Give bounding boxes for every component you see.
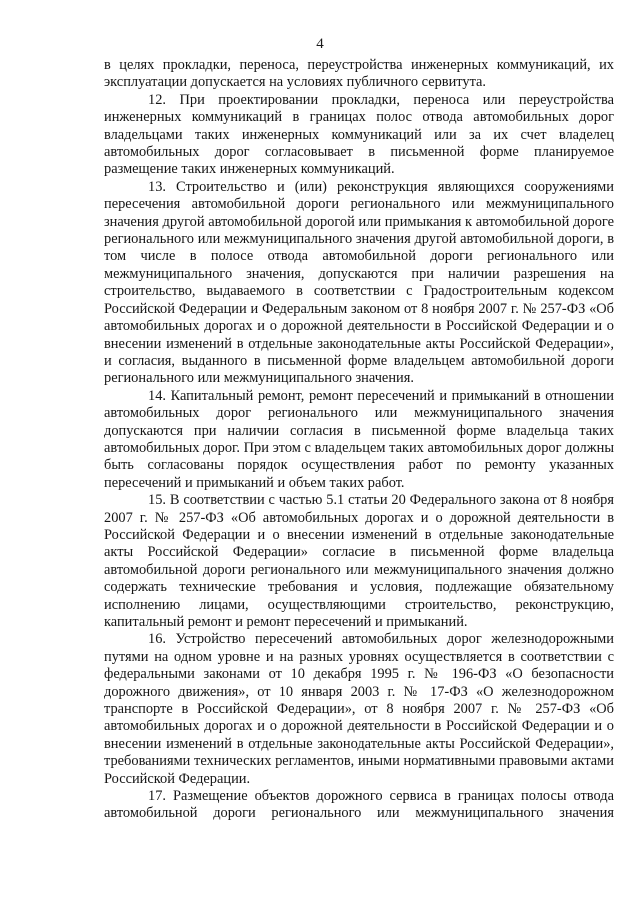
paragraph-continuation: в целях прокладки, переноса, переустройства инженерных коммуникаций, их эксплуатации допускается на условиях публичного сервитута.: [104, 57, 614, 91]
paragraph-15: 15. В соответствии с частью 5.1 статьи 20 Федерального закона от 8 ноября 2007 г. № 257-ФЗ «Об автомобильных дорогах и о дорожной деятельности в Российской Федерации и о внесении изменений в отдельные законодательные акты Российской Федерации» согласие в письменной форме владельца автомобильной дороги регионального или межмуниципального значения должно содержать технические требования и условия, подлежащие обязательному исполнению лицами, осуществляющими строительство, реконструкцию, капитальный ремонт и ремонт пересечений и примыканий.: [104, 492, 614, 630]
paragraph-14: 14. Капитальный ремонт, ремонт пересечений и примыканий в отношении автомобильных дорог регионального или межмуниципального значения допускаются при наличии согласия в письменной форме владельца таких автомобильных дорог. При этом с владельцем таких автомобильных дорог должны быть согласованы порядок осуществления работ по ремонту указанных пересечений и примыканий и объем таких работ.: [104, 387, 614, 491]
paragraph-13: 13. Строительство и (или) реконструкция являющихся сооружениями пересечения автомобильной дороги регионального или межмуниципального значения другой автомобильной дорогой или примыкания к автомобильной дороге регионального или межмуниципального значения другой автомобильной дороги, в том числе в полосе отвода автомобильной дороги регионального или межмуниципального значения, допускаются при наличии разрешения на строительство, выдаваемого в соответствии с Градостроительным кодексом Российской Федерации и Федеральным законом от 8 ноября 2007 г. № 257-ФЗ «Об автомобильных дорогах и о дорожной деятельности в Российской Федерации и о внесении изменений в отдельные законодательные акты Российской Федерации», и согласия, выданного в письменной форме владельцем автомобильной дороги регионального или межмуниципального значения.: [104, 178, 614, 387]
paragraph-17: 17. Размещение объектов дорожного сервиса в границах полосы отвода автомобильной дороги регионального или межмуниципального значения: [104, 788, 614, 822]
page-number: 4: [316, 36, 324, 52]
paragraph-16: 16. Устройство пересечений автомобильных дорог железнодорожными путями на одном уровне и на разных уровнях осуществляется в соответствии с федеральными законами от 10 декабря 1995 г. № 196-ФЗ «О безопасности дорожного движения», от 10 января 2003 г. № 17-ФЗ «О железнодорожном транспорте в Российской Федерации», от 8 ноября 2007 г. № 257-ФЗ «Об автомобильных дорогах и о дорожной деятельности в Российской Федерации и о внесении изменений в отдельные законодательные акты Российской Федерации», требованиями технических регламентов, иными нормативными правовыми актами Российской Федерации.: [104, 631, 614, 787]
document-body: [104, 57, 614, 823]
paragraph-12: 12. При проектировании прокладки, переноса или переустройства инженерных коммуникаций в границах полос отвода автомобильных дорог владельцами таких инженерных коммуникаций или за их счет владелец автомобильных дорог согласовывает в письменной форме планируемое размещение таких инженерных коммуникаций.: [104, 91, 614, 178]
